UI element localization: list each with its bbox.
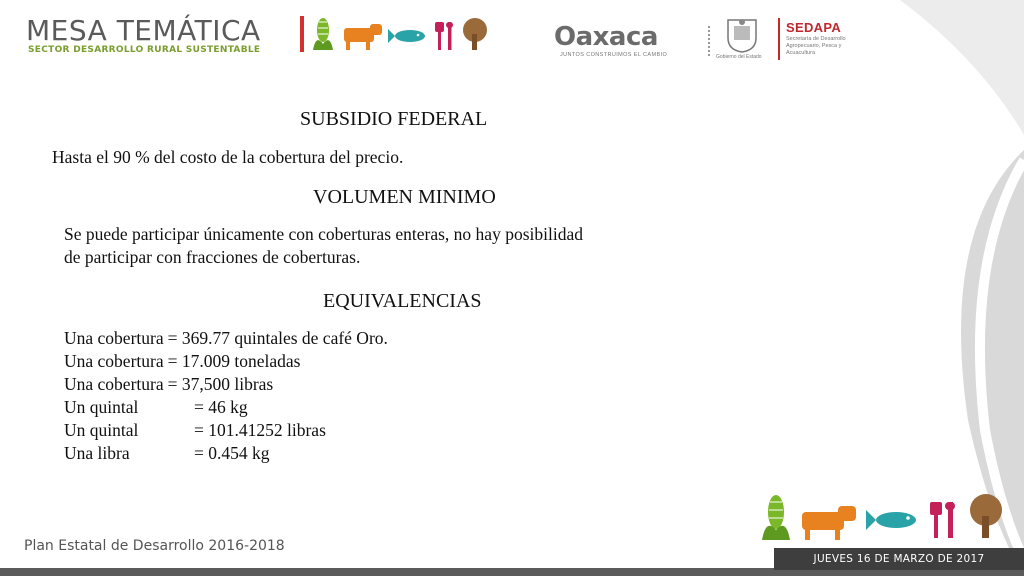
- state-seal-icon: [722, 14, 762, 54]
- equivalence-value: = 37,500 libras: [167, 374, 274, 394]
- equivalence-value: = 0.454 kg: [194, 443, 270, 463]
- equivalence-value: = 46 kg: [194, 397, 248, 417]
- agency-fullname: Secretaría de Desarrollo Agropecuario, Pesca y Acuacultura: [786, 36, 846, 56]
- equivalence-row: [64, 327, 388, 350]
- date-text: JUEVES 16 DE MARZO DE 2017: [813, 553, 985, 565]
- equivalence-label: Un quintal: [64, 420, 139, 440]
- equivalence-value: = 17.009 toneladas: [167, 351, 301, 371]
- title-divider: [300, 16, 304, 52]
- equivalence-row: [64, 350, 388, 373]
- equivalence-label: Un quintal: [64, 397, 139, 417]
- fork-knife-icon: [435, 22, 453, 50]
- sector-icons-bottom: [758, 490, 1008, 542]
- equivalence-label: Una cobertura: [64, 374, 164, 394]
- volumen-line-1: Se puede participar únicamente con coberturas enteras, no hay posibilidad: [64, 224, 583, 244]
- heading-equivalencias: EQUIVALENCIAS: [323, 290, 482, 312]
- fork-knife-icon: [930, 502, 955, 538]
- date-bar: [774, 548, 1024, 570]
- equivalence-row: [64, 396, 388, 419]
- equivalence-value: = 101.41252 libras: [194, 420, 326, 440]
- equivalence-value: = 369.77 quintales de café Oro.: [167, 328, 388, 348]
- equivalence-row: [64, 442, 388, 465]
- heading-volumen-minimo: VOLUMEN MINIMO: [313, 186, 496, 208]
- oaxaca-logo-word: Oaxaca: [554, 22, 658, 52]
- government-label: Gobierno del Estado: [716, 54, 762, 60]
- equivalence-row: [64, 373, 388, 396]
- equivalence-row: [64, 419, 388, 442]
- equivalence-label: Una cobertura: [64, 328, 164, 348]
- equivalencias-list: [64, 327, 388, 465]
- cow-icon: [344, 24, 382, 50]
- logo-separator: [708, 26, 712, 56]
- cow-icon: [802, 506, 856, 540]
- sector-icons-top: [310, 14, 495, 54]
- oaxaca-tagline: JUNTOS CONSTRUIMOS EL CAMBIO: [560, 52, 668, 58]
- agency-divider: [778, 18, 780, 60]
- corn-icon: [313, 18, 333, 50]
- corn-icon: [762, 495, 790, 540]
- equivalence-label: Una cobertura: [64, 351, 164, 371]
- subsidio-text: [52, 146, 403, 169]
- plan-label: Plan Estatal de Desarrollo 2016-2018: [24, 538, 285, 554]
- fish-icon: [866, 510, 916, 530]
- equivalence-label: Una libra: [64, 443, 130, 463]
- tree-icon: [970, 494, 1002, 538]
- event-title: MESA TEMÁTICA: [26, 14, 261, 47]
- volumen-line-2: de participar con fracciones de coberturas.: [64, 247, 361, 267]
- agency-name: SEDAPA: [786, 20, 842, 35]
- subsidio-line: Hasta el 90 % del costo de la cobertura del precio.: [52, 147, 404, 167]
- heading-subsidio-federal: SUBSIDIO FEDERAL: [300, 108, 488, 130]
- volumen-text: [64, 223, 583, 269]
- fish-icon: [388, 29, 425, 43]
- event-subtitle: SECTOR DESARROLLO RURAL SUSTENTABLE: [28, 45, 261, 55]
- tree-icon: [463, 18, 487, 50]
